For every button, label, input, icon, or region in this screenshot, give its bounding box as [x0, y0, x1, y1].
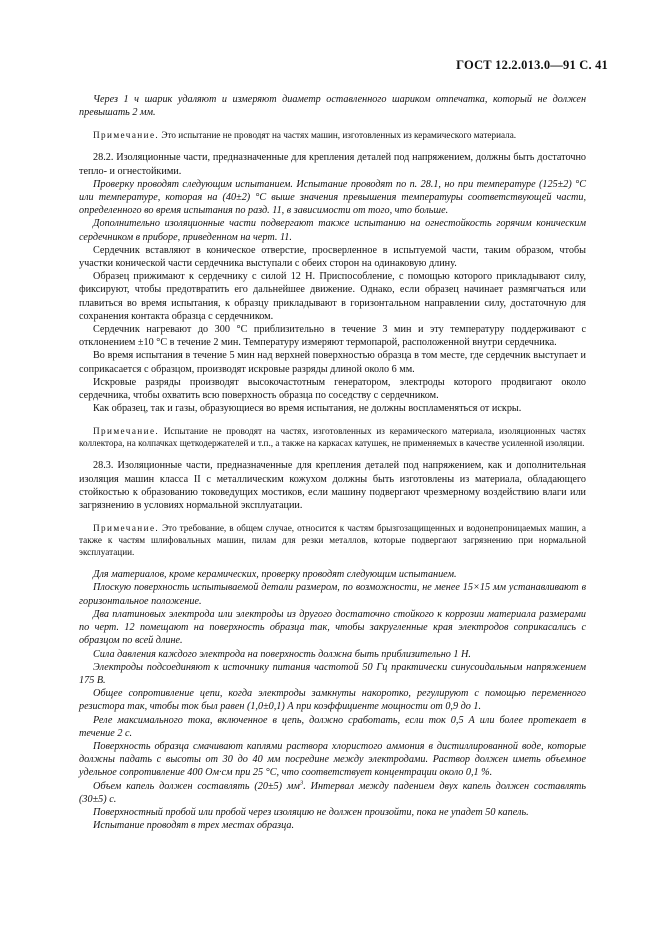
note-label: Примечание. — [93, 130, 160, 141]
paragraph: Поверхность образца смачивают каплями раствора хлористого аммония в дистиллированной воде, которые должны падать с высоты от 30 до 40 мм посредине между электродами. Раствор должен иметь объемное удельное сопротивление 400 Ом·см при 25 °С, что соответствует концентрации около 0,1 %. — [79, 740, 586, 779]
paragraph-text: Объем капель должен составлять (20±5) мм — [93, 780, 300, 792]
paragraph: Для материалов, кроме керамических, проверку проводят следующим испытанием. — [93, 569, 457, 581]
paragraph: Проверку проводят следующим испытанием. Испытание проводят по п. 28.1, но при температуре (125±2) °С или температуре, которая на (40±2) °С выше значения превышения температуры соответствующей части, определенного во время испытания по разд. 11, в зависимости от того, что больше. — [79, 178, 586, 217]
paragraph: Образец прижимают к сердечнику с силой 12 Н. Приспособление, с помощью которого прикладывают силу, фиксируют, чтобы предотвратить его дальнейшее движение. Однако, если образец начинает размягчаться или плавиться во время испытания, к образцу прикладывают в горизонтальном направлении силу, достаточную для сохранения контакта образца с сердечником. — [79, 271, 586, 322]
paragraph: Дополнительно изоляционные части подвергают также испытанию на огнестойкость горячим коническим сердечником в приборе, приведенном на черт. 11. — [79, 218, 586, 243]
paragraph: Сила давления каждого электрода на поверхность должна быть приблизительно 1 Н. — [93, 648, 471, 660]
paragraph: Электроды подсоединяют к источнику питания частотой 50 Гц практически синусоидальным напряжением 175 В. — [79, 661, 586, 686]
paragraph: Через 1 ч шарик удаляют и измеряют диаметр оставленного шариком отпечатка, который не должен превышать 2 мм. — [79, 94, 586, 119]
note — [79, 129, 586, 141]
paragraph: Поверхностный пробой или пробой через изоляцию не должен произойти, пока не упадет 50 капель. — [93, 806, 529, 818]
paragraph: Общее сопротивление цепи, когда электроды замкнуты накоротко, регулируют с помощью переменного резистора так, чтобы ток был равен (1,0±0,1) А при коэффициенте мощности от 0,9 до 1. — [79, 688, 586, 713]
paragraph: Искровые разряды производят высокочастотным генератором, электроды которого продвигают около сердечника, чтобы охватить всю поверхность образца по соседству с сердечником. — [79, 376, 586, 402]
note-label: Примечание. — [93, 426, 160, 437]
paragraph: Сердечник нагревают до 300 °С приблизительно в течение 3 мин и эту температуру поддерживают с отклонением ±10 °С в течение 2 мин. Температуру измеряют термопарой, расположенной внутри сердечника. — [79, 324, 586, 349]
note — [79, 522, 586, 558]
paragraph: Два платиновых электрода или электроды из другого достаточно стойкого к коррозии материала размерами по черт. 12 помещают на поверхность образца так, чтобы закругленные края электродов соприкасались с образцом по всей длине. — [79, 608, 586, 647]
page-header: ГОСТ 12.2.013.0—91 С. 41 — [456, 58, 608, 72]
superscript: 3 — [299, 779, 304, 787]
paragraph: Как образец, так и газы, образующиеся во время испытания, не должны воспламеняться от искры. — [93, 403, 522, 415]
note — [79, 425, 586, 449]
clause-28-2: 28.2. Изоляционные части, предназначенные для крепления деталей под напряжением, должны быть достаточно тепло- и огнестойкими. — [79, 152, 586, 177]
paragraph: Испытание проводят в трех местах образца. — [93, 820, 295, 832]
note-text: Испытание не проводят на частях, изготовленных из керамического материала, изоляционных частях коллектора, на колпачках щеткодержателей и т.п., а также на каркасах катушек, не применяемых в качестве усиленной изоляции. — [79, 426, 586, 449]
note-label: Примечание. — [93, 523, 160, 534]
paragraph: Во время испытания в течение 5 мин над верхней поверхностью образца в том месте, где сердечник выступает и соприкасается с образцом, производят искровые разряды длиной около 6 мм. — [79, 350, 586, 375]
note-text: Это требование, в общем случае, относится к частям брызгозащищенных и водонепроницаемых машин, а также к частям шлифовальных машин, пилам для резки металлов, которые подвергают загрязнению при нормальной эксплуатации. — [79, 523, 586, 558]
paragraph: Сердечник вставляют в коническое отверстие, просверленное в испытуемой части, таким образом, чтобы участки конической части сердечника выступали с обеих сторон на одинаковую длину. — [79, 244, 586, 270]
note-text: Это испытание не проводят на частях машин, изготовленных из керамического материала. — [159, 130, 517, 141]
paragraph: Реле максимального тока, включенное в цепь, должно сработать, если ток 0,5 А или более протекает в течение 2 с. — [79, 714, 586, 739]
paragraph: Плоскую поверхность испытываемой детали размером, по возможности, не менее 15×15 мм устанавливают в горизонтальное положение. — [79, 582, 586, 607]
paragraph-text: . Интервал между падением двух капель должен составлять (30±5) с. — [79, 780, 586, 805]
paragraph — [79, 780, 586, 806]
page-body — [79, 93, 586, 832]
clause-28-3: 28.3. Изоляционные части, предназначенные для крепления деталей под напряжением, как и дополнительная изоляция машин класса II с металлическим кожухом должны быть изготовлены из материала, обладающего стойкостью к образованию токоведущих мостиков, если машину подвергают чрезмерному воздействию влаги или загрязнению в условиях нормальной эксплуатации. — [79, 460, 586, 512]
